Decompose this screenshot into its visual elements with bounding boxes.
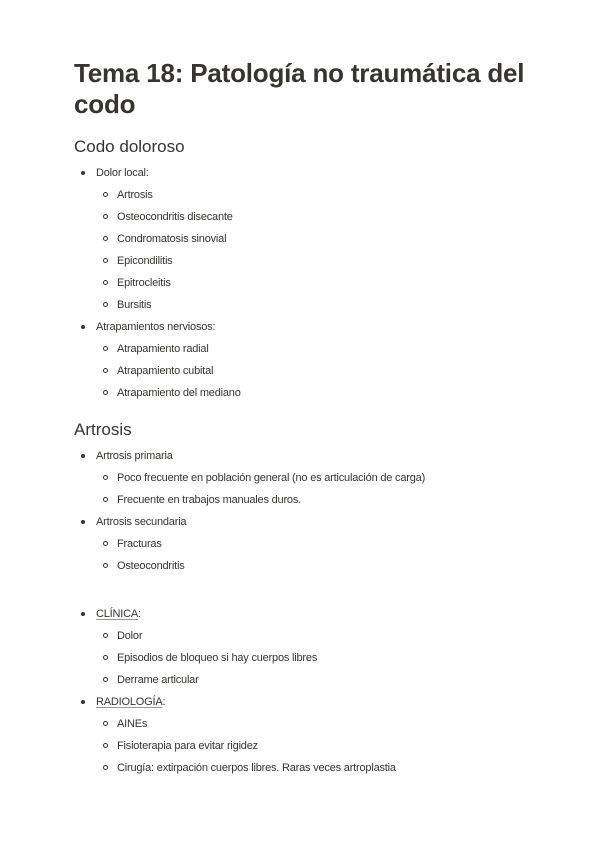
list-item bbox=[74, 511, 534, 577]
section-heading-codo-doloroso: Codo doloroso bbox=[74, 137, 185, 156]
sublist-item-label: Frecuente en trabajos manuales duros. bbox=[117, 494, 301, 506]
circle-bullet-icon bbox=[103, 677, 108, 682]
list-item bbox=[74, 445, 534, 511]
sublist-item-label: Dolor bbox=[117, 630, 143, 642]
list-item-label: Artrosis secundaria bbox=[96, 516, 187, 528]
sublist-item-label: Derrame articular bbox=[117, 674, 199, 686]
page-title: Tema 18: Patología no traumática del codo bbox=[74, 58, 525, 119]
bullet-icon bbox=[81, 454, 85, 458]
sublist-item bbox=[96, 555, 534, 577]
list-item bbox=[74, 316, 534, 404]
bullet-icon bbox=[81, 520, 85, 524]
label-colon: : bbox=[162, 696, 166, 708]
clinica-link[interactable]: CLÍNICA bbox=[96, 608, 138, 620]
sublist-item-label: Condromatosis sinovial bbox=[117, 233, 227, 245]
sublist-item bbox=[96, 228, 534, 250]
sublist bbox=[96, 533, 534, 577]
bullet-icon bbox=[81, 700, 85, 704]
bullet-icon bbox=[81, 325, 85, 329]
circle-bullet-icon bbox=[103, 655, 108, 660]
sublist-item bbox=[96, 533, 534, 555]
sublist-item-label: Epitrocleitis bbox=[117, 277, 171, 289]
section-heading-artrosis: Artrosis bbox=[74, 420, 132, 439]
circle-bullet-icon bbox=[103, 368, 108, 373]
bullet-icon bbox=[81, 612, 85, 616]
sublist-item bbox=[96, 625, 534, 647]
codo-doloroso-list bbox=[74, 162, 534, 404]
list-item-label: Atrapamientos nerviosos: bbox=[96, 321, 216, 333]
sublist-item-label: Episodios de bloqueo si hay cuerpos libres bbox=[117, 652, 318, 664]
sublist-item bbox=[96, 206, 534, 228]
sublist-item-label: AINEs bbox=[117, 718, 148, 730]
sublist-item-label: Fracturas bbox=[117, 538, 162, 550]
sublist-item bbox=[96, 647, 534, 669]
circle-bullet-icon bbox=[103, 743, 108, 748]
list-item bbox=[74, 603, 534, 691]
sublist-item bbox=[96, 735, 534, 757]
list-item bbox=[74, 162, 534, 316]
spacer bbox=[74, 577, 534, 599]
artrosis-clinical-list bbox=[74, 603, 534, 779]
sublist-item bbox=[96, 294, 534, 316]
sublist-item-label: Cirugía: extirpación cuerpos libres. Raras veces artroplastia bbox=[117, 762, 396, 774]
circle-bullet-icon bbox=[103, 302, 108, 307]
sublist-item bbox=[96, 184, 534, 206]
circle-bullet-icon bbox=[103, 765, 108, 770]
sublist-item bbox=[96, 467, 534, 489]
circle-bullet-icon bbox=[103, 214, 108, 219]
sublist bbox=[96, 625, 534, 691]
sublist-item bbox=[96, 272, 534, 294]
circle-bullet-icon bbox=[103, 346, 108, 351]
sublist-item bbox=[96, 669, 534, 691]
sublist bbox=[96, 338, 534, 404]
circle-bullet-icon bbox=[103, 192, 108, 197]
circle-bullet-icon bbox=[103, 497, 108, 502]
list-item-label: Artrosis primaria bbox=[96, 450, 173, 462]
circle-bullet-icon bbox=[103, 258, 108, 263]
sublist-item bbox=[96, 360, 534, 382]
sublist bbox=[96, 184, 534, 316]
circle-bullet-icon bbox=[103, 541, 108, 546]
circle-bullet-icon bbox=[103, 390, 108, 395]
artrosis-list bbox=[74, 445, 534, 577]
sublist-item-label: Atrapamiento cubital bbox=[117, 365, 214, 377]
circle-bullet-icon bbox=[103, 633, 108, 638]
list-item bbox=[74, 691, 534, 779]
document-page bbox=[74, 58, 534, 779]
radiologia-link[interactable]: RADIOLOGÍA bbox=[96, 696, 163, 708]
list-item-label: Dolor local: bbox=[96, 167, 149, 179]
sublist-item-label: Fisioterapia para evitar rigidez bbox=[117, 740, 258, 752]
circle-bullet-icon bbox=[103, 475, 108, 480]
sublist-item-label: Atrapamiento radial bbox=[117, 343, 209, 355]
circle-bullet-icon bbox=[103, 280, 108, 285]
sublist-item bbox=[96, 489, 534, 511]
label-colon: : bbox=[138, 608, 141, 620]
circle-bullet-icon bbox=[103, 236, 108, 241]
sublist bbox=[96, 713, 534, 779]
sublist-item-label: Atrapamiento del mediano bbox=[117, 387, 241, 399]
sublist-item-label: Bursitis bbox=[117, 299, 152, 311]
circle-bullet-icon bbox=[103, 563, 108, 568]
sublist-item-label: Epicondilitis bbox=[117, 255, 173, 267]
sublist-item bbox=[96, 713, 534, 735]
sublist-item-label: Osteocondritis bbox=[117, 560, 185, 572]
bullet-icon bbox=[81, 171, 85, 175]
sublist-item bbox=[96, 757, 534, 779]
sublist-item-label: Poco frecuente en población general (no es articulación de carga) bbox=[117, 472, 426, 484]
sublist-item bbox=[96, 338, 534, 360]
sublist bbox=[96, 467, 534, 511]
sublist-item-label: Artrosis bbox=[117, 189, 153, 201]
circle-bullet-icon bbox=[103, 721, 108, 726]
sublist-item bbox=[96, 382, 534, 404]
sublist-item bbox=[96, 250, 534, 272]
sublist-item-label: Osteocondritis disecante bbox=[117, 211, 233, 223]
